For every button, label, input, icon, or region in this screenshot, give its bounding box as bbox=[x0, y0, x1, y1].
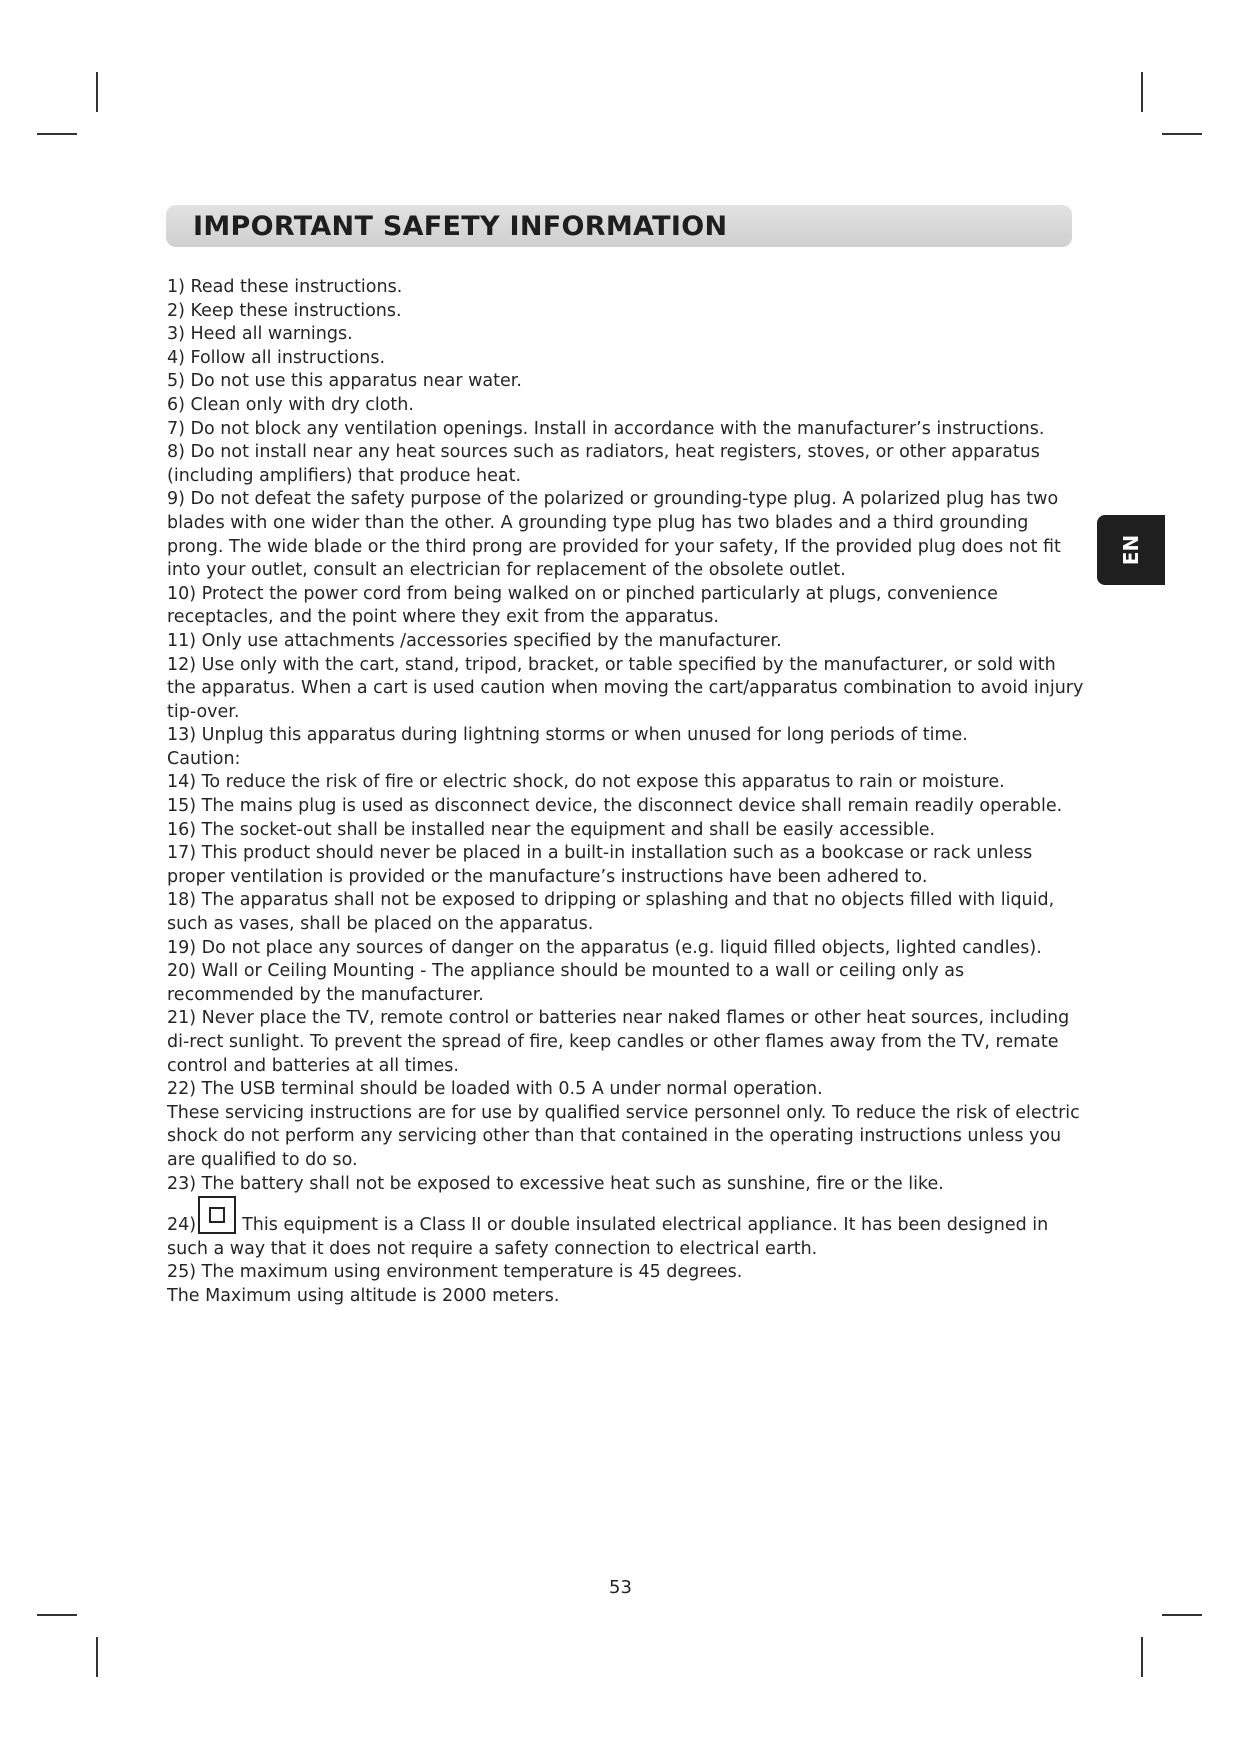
caution-label: Caution: bbox=[167, 748, 241, 769]
class-ii-double-insulation-icon bbox=[198, 1196, 236, 1234]
crop-mark-bottom-left-h bbox=[37, 1614, 77, 1616]
instruction-item: 19) Do not place any sources of danger on the apparatus (e.g. liquid filled objects, lighted candles). bbox=[167, 937, 1042, 958]
instruction-item: 22) The USB terminal should be loaded with 0.5 A under normal operation. bbox=[167, 1079, 823, 1100]
crop-mark-top-right-h bbox=[1162, 133, 1202, 135]
instruction-item: 1) Read these instructions. bbox=[167, 277, 403, 297]
instruction-item: 5) Do not use this apparatus near water. bbox=[167, 371, 522, 392]
instruction-item: 6) Clean only with dry cloth. bbox=[167, 394, 414, 415]
page-title: IMPORTANT SAFETY INFORMATION bbox=[193, 210, 728, 242]
crop-mark-top-left-v bbox=[96, 72, 98, 112]
instruction-item: 4) Follow all instructions. bbox=[167, 347, 386, 368]
instruction-item: 18) The apparatus shall not be exposed to dripping or splashing and that no objects filled with liquid, such as vases, shall be placed on the apparatus. bbox=[167, 890, 1055, 935]
instruction-item: 2) Keep these instructions. bbox=[167, 300, 402, 321]
instruction-item: 17) This product should never be placed in a built-in installation such as a bookcase or rack unless proper ventilation is provided or the manufacture’s instructions have been adhered to. bbox=[167, 843, 1033, 887]
language-tab bbox=[1097, 515, 1165, 585]
page-number: 53 bbox=[609, 1577, 632, 1598]
instruction-item: 25) The maximum using environment temperature is 45 degrees. bbox=[167, 1262, 743, 1283]
instruction-item: 10) Protect the power cord from being walked on or pinched particularly at plugs, convenience receptacles, and the point where they exit from the apparatus. bbox=[167, 583, 998, 628]
instruction-item: 14) To reduce the risk of fire or electric shock, do not expose this apparatus to rain or moisture. bbox=[167, 772, 1005, 793]
instruction-item: 11) Only use attachments /accessories specified by the manufacturer. bbox=[167, 630, 782, 651]
crop-mark-bottom-left-v bbox=[96, 1637, 98, 1677]
safety-instructions bbox=[167, 276, 1087, 1309]
instruction-item: 20) Wall or Ceiling Mounting - The appliance should be mounted to a wall or ceiling only as recommended by the manufacturer. bbox=[167, 961, 965, 1005]
instruction-item-class-ii bbox=[167, 1196, 1087, 1261]
instruction-item: 23) The battery shall not be exposed to excessive heat such as sunshine, fire or the like. bbox=[167, 1173, 944, 1194]
item-number: 24) bbox=[167, 1215, 197, 1236]
crop-mark-bottom-right-h bbox=[1162, 1614, 1202, 1616]
section-header-bar bbox=[166, 205, 1072, 247]
crop-mark-top-left-h bbox=[37, 133, 77, 135]
instruction-item: 3) Heed all warnings. bbox=[167, 324, 353, 345]
instruction-item: 9) Do not defeat the safety purpose of the polarized or grounding-type plug. A polarized plug has two blades with one wider than the other. A grounding type plug has two blades and a third grounding prong. The wide blade or the third prong are provided for your safety, If the provided plug does not fit into your outlet, consult an electrician for replacement of the obsolete outlet. bbox=[167, 489, 1061, 581]
instruction-item: 7) Do not block any ventilation openings. Install in accordance with the manufacturer’s instructions. bbox=[167, 418, 1045, 439]
instruction-item: 16) The socket-out shall be installed near the equipment and shall be easily accessible. bbox=[167, 819, 936, 840]
instruction-item: The Maximum using altitude is 2000 meters. bbox=[167, 1285, 560, 1306]
instruction-item: 21) Never place the TV, remote control or batteries near naked flames or other heat sources, including di-rect sunlight. To prevent the spread of fire, keep candles or other flames away from the TV, remate control and batteries at all times. bbox=[167, 1008, 1070, 1076]
crop-mark-bottom-right-v bbox=[1141, 1637, 1143, 1677]
instruction-item: 15) The mains plug is used as disconnect device, the disconnect device shall remain readily operable. bbox=[167, 796, 1063, 817]
language-tab-label: EN bbox=[1119, 534, 1143, 566]
item-text: This equipment is a Class II or double insulated electrical appliance. It has been designed in such a way that it does not require a safety connection to electrical earth. bbox=[167, 1215, 1049, 1259]
instruction-item: 12) Use only with the cart, stand, tripod, bracket, or table specified by the manufacturer, or sold with the apparatus. When a cart is used caution when moving the cart/apparatus combination to avoid injury tip-over. bbox=[167, 654, 1084, 722]
servicing-note: These servicing instructions are for use by qualified service personnel only. To reduce the risk of electric shock do not perform any servicing other than that contained in the operating instructions unless you are qualified to do so. bbox=[167, 1102, 1080, 1170]
instruction-item: 13) Unplug this apparatus during lightning storms or when unused for long periods of time. bbox=[167, 725, 968, 746]
crop-mark-top-right-v bbox=[1141, 72, 1143, 112]
instruction-item: 8) Do not install near any heat sources such as radiators, heat registers, stoves, or other apparatus (including amplifiers) that produce heat. bbox=[167, 442, 1040, 486]
